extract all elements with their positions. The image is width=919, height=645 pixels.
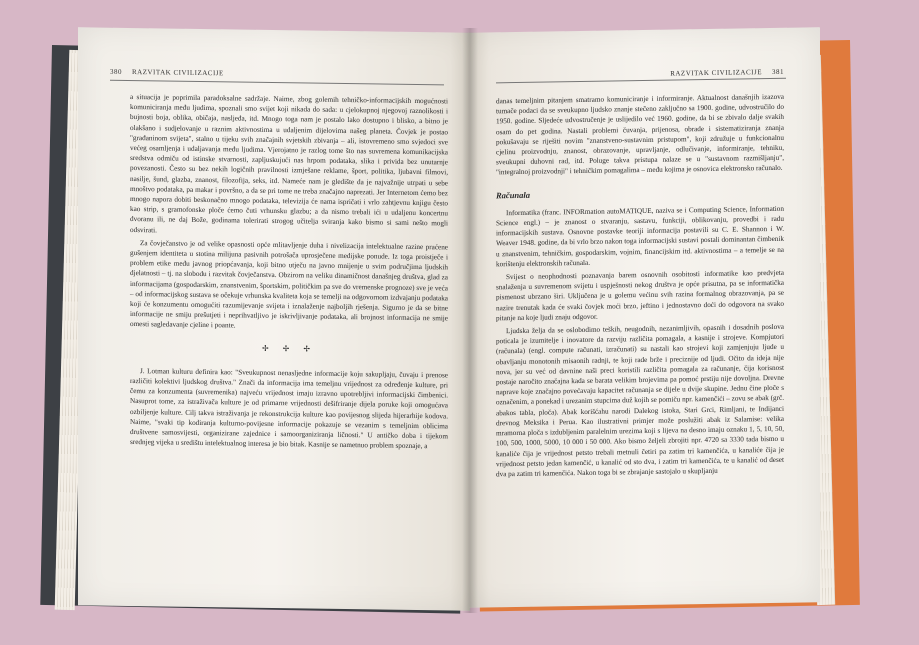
right-paragraph: Ljudska želja da se oslobodimo teških, neugodnih, nezanimljivih, opasnih i dosadnih poslova poticala je izumitelje i inovatore da razviju različita pomagala, a kasnije i strojeve. Kompjutori (računala) (engl. compute računati, izračunati) su nastali kao strojevi koji zamjenjuju ljude u obavljanju monotonih misaonih radnji, te koji rade brže i preciznije od ljudi. Očito da ideja nije nova, jer su već od davnine naši preci koristili različita pomagala za računanje, čija korisnost postaje naročito značajna kada se barata velikim brojevima pa pomoć prstiju nije dovoljna. Drevne naprave koje značajno povećavaju kapacitet računanja se dijele u dvije skupine. Jednu čine ploče s označenim, a ponekad i urezanim stupcima duž kojih se pomiču npr. kamenčići – zovu se abak (grč. abakos tabla, ploča). Abak korišćahu narodi Dalekog istoka, Stari Grci, Rimljani, te Indijanci drevnog Meksika i Peruа. Kao ilustrativni primjer može poslužiti abak iz Salamise: velika mramorna ploča s izdubljenim paralelnim urezima koji s lijeva na desno imaju oznaku 1, 5, 10, 50, 100, 500, 1000, 5000, 10 000 i 50 000. Ako bismo željeli zbrojiti npr. 4720 sa 3330 tada bismo u kanaliće čija je vrijednost petsto trebali metnuli četiri pa zatim tri kamenčića, u kanaliće čija je vrijednost petsto jedan kamenčić, u kanalić od sto dva, i zatim tri kamenčića, te u kanalić od deset dva pa zatim tri kamenčića. Nakon toga bi se zbrajanje sastojalo u skupljanju <box>496 322 784 479</box>
left-body-text <box>130 92 448 455</box>
left-paragraph: a situacija je poprimila paradoksalne sadržaje. Naime, zbog golemih tehničko-informacijskih mogućnosti komuniciranja među ljudima, spoznali smo svijet koji nikada do sada: u cjelokupnoj njegovoj raznolikosti i bujnosti boja, oblika, običaja, nasljeđa, itd. Mnogo toga nam je postalo lako dostupno i blisko, a bitno je olakšano i sudjelovanje u raznim aktivnostima u udaljenim dijelovima našeg planeta. Čovjek je postao "građaninom svijeta", stalno u tijeku svih značajnih svjetskih zbivanja – ali, istovremeno smo svjedoci sve većeg osamljenja i udaljavanja među ljudima. Vjerojatno je razlog tome što nas suvremena komunikacijska sredstva odmiču od istinske stvarnosti, zapljuskujući nas hrpom podataka, slika i privida bez unutarnje povezanosti. Često su bez nekih logičnih pravilnosti izmješane reklame, šport, politika, ljubavni filmovi, nasilje, šund, glazba, znanost, filozofija, seks, itd. Nameće nam je gledište da je najvažnije utrpati u sebe mnoštvo podataka, pa makar i površno, a da se pri tome ne treba značajno naprezati. Jer Internetom ćemo bez mnogo napora dobiti beskonačno mnogo podataka, televizija će nama ispričati i vrlo zahtjevnu knjigu često kao strip, s gramofonske ploče ćemo čuti vrhunsku glazbu; a da nismo trebali ići u udaljenu koncertnu dvoranu ili, ne daj Bože, godinama tolerirati strogog učitelja sviranja kako bismo si sami nešto mogli odsvirati. <box>130 92 448 235</box>
book-gutter <box>462 28 478 613</box>
right-page <box>468 27 820 608</box>
right-paragraph: Informatika (franc. INFORmation autoMATIQUE, naziva se i Computing Science, Information Science engl.) – je znanost o stvaranju, sastavu, funkciji, oblikovanju, provedbi i radu informacijskih sustava. Osnovne postavke teoriji informacija postavili su C. E. Shannon i W. Weaver 1948. godine, da bi vrlo brzo nakon toga informacijski sustavi postali dominantan čimbenik u znanstvenim, tehničkim, gospodarskim, vojnim, financijskim itd. aktivnostima – a temelje se na korištenju elektronskih računala. <box>496 204 784 269</box>
left-page-number: 380 <box>110 67 122 76</box>
right-running-head <box>670 68 784 78</box>
right-running-title: RAZVITAK CIVILIZACIJE <box>670 68 762 78</box>
right-paragraph: Svijest o neophodnosti poznavanja barem osnovnih osobitosti informatike kao predvjeta snalaženja u suvremenom svijetu i uspješnosti nekog društva je opće prisutna, pa se informatička pismenost ubrzano širi. Uključena je u golemu većinu svih razina formalnog obrazovanja, pa se nazire trenutak kada će svaki čovjek moći brzo, jeftino i jednostavno doći do odgovora na svako pitanje na koje ljudi znaju odgovor. <box>496 268 784 323</box>
left-running-head <box>110 68 224 78</box>
right-paragraph: danas temeljnim pitanjem smatramo komuniciranje i informiranje. Aktualnost današnjih izazova tumače podaci da se sveukupno ljudsko znanje stečeno zaključno sa 1900. godine, udvostručilo do 1950. godine. Sljedeće udvostručenje je uslijedilo već 1960. godine, da bi se zbivalo dalje svakih osam do pet godina. Nastali problemi čuvanja, prijenosa, obrade i sistematiziranja znanja pokušavaju se riješiti novim "znanstveno-sustavnim pristupom", koji združuje u funkcionalnu cjelinu proizvodnju, znanost, obrazovanje, upravljanje, odlučivanje, informiranje, tehniku, sveukupni duhovni rad, itd. Poluge takva pristupa nalaze se u "sustavnom razmišljanju", "integralnoj proizvodnji" i tehničkim pomagalima – među kojima je osnovica elektronsko računalo. <box>496 92 784 177</box>
section-heading: Računala <box>496 189 531 200</box>
left-running-title: RAZVITAK CIVILIZACIJE <box>132 68 224 78</box>
left-header-rule <box>110 80 444 86</box>
left-paragraph: Za čovječanstvo je od velike opasnosti opće mlitavljenje duha i nivelizacija intelektualne razine praćene gušenjem identiteta u stotina milijuna pasivnih potrošača uprosječene medijske ponude. Iz toga proistječe i problem etike među javnog priopćavanja, koji bitno utječu na javno mnijenje u svim područjima ljudskih djelatnosti – tj. na slobodu i razvitak čovječanstva. Obzirom na veliku dinamičnost današnjeg društva, glad za informacijama (gospodarskim, znanstvenim, športskim, političkim pa sve do vremenske prognoze) sve je veća – od informacijskog sustava se očekuje vrhunska kvaliteta koja se temelji na odgovornom izdvajanju podataka koji će konzumentu omogućiti razumijevanje svijeta i iznalaženje najboljih rješenja. Sigurno je da se bitne informacije ne smiju prešutjeti i neprihvatljivo je iskrivljivanje podataka, ali brojnost informacija ne smije omesti sagledavanje cjeline i poante. <box>130 238 448 330</box>
right-header-rule <box>496 78 786 84</box>
right-page-number: 381 <box>772 67 784 76</box>
left-paragraph: J. Lotman kulturu definira kao: "Sveukupnost nenasljedne informacije koju sakupljaju, čuvaju i prenose različiti kolektivi ljudskog društva." Znači da informacija ima temeljnu vrijednost za određenje kulture, pri čemu za konzumenta (suvremenika) najveću vrijednost imaju izravno upotrebljivi informacijski čimbenici. Nasuprot tome, za istraživača kulture je od primarne vrijednosti dešifriranje dijela poruke koji omogućava ozbiljenje kulture. Cilj takva istraživanja je rekonstrukcija kulture kao povijesnog slijeda hijerarhije kodova. Naime, "svaki tip kodiranja kulturno-povijesne informacije pokazuje se vezanim s temeljnim oblicima društvene samosvijesti, organizirane zajednice i samoorganiziranja ličnosti." U antičko doba i tijekom srednjeg vijeka u središtu intelektualnog interesa je bio bitak. Kasnije se nametnuo problem spoznaje, a <box>130 367 448 451</box>
left-page <box>78 27 470 610</box>
section-separator: ✢ ✢ ✢ <box>261 343 317 354</box>
right-body-text <box>496 92 784 483</box>
